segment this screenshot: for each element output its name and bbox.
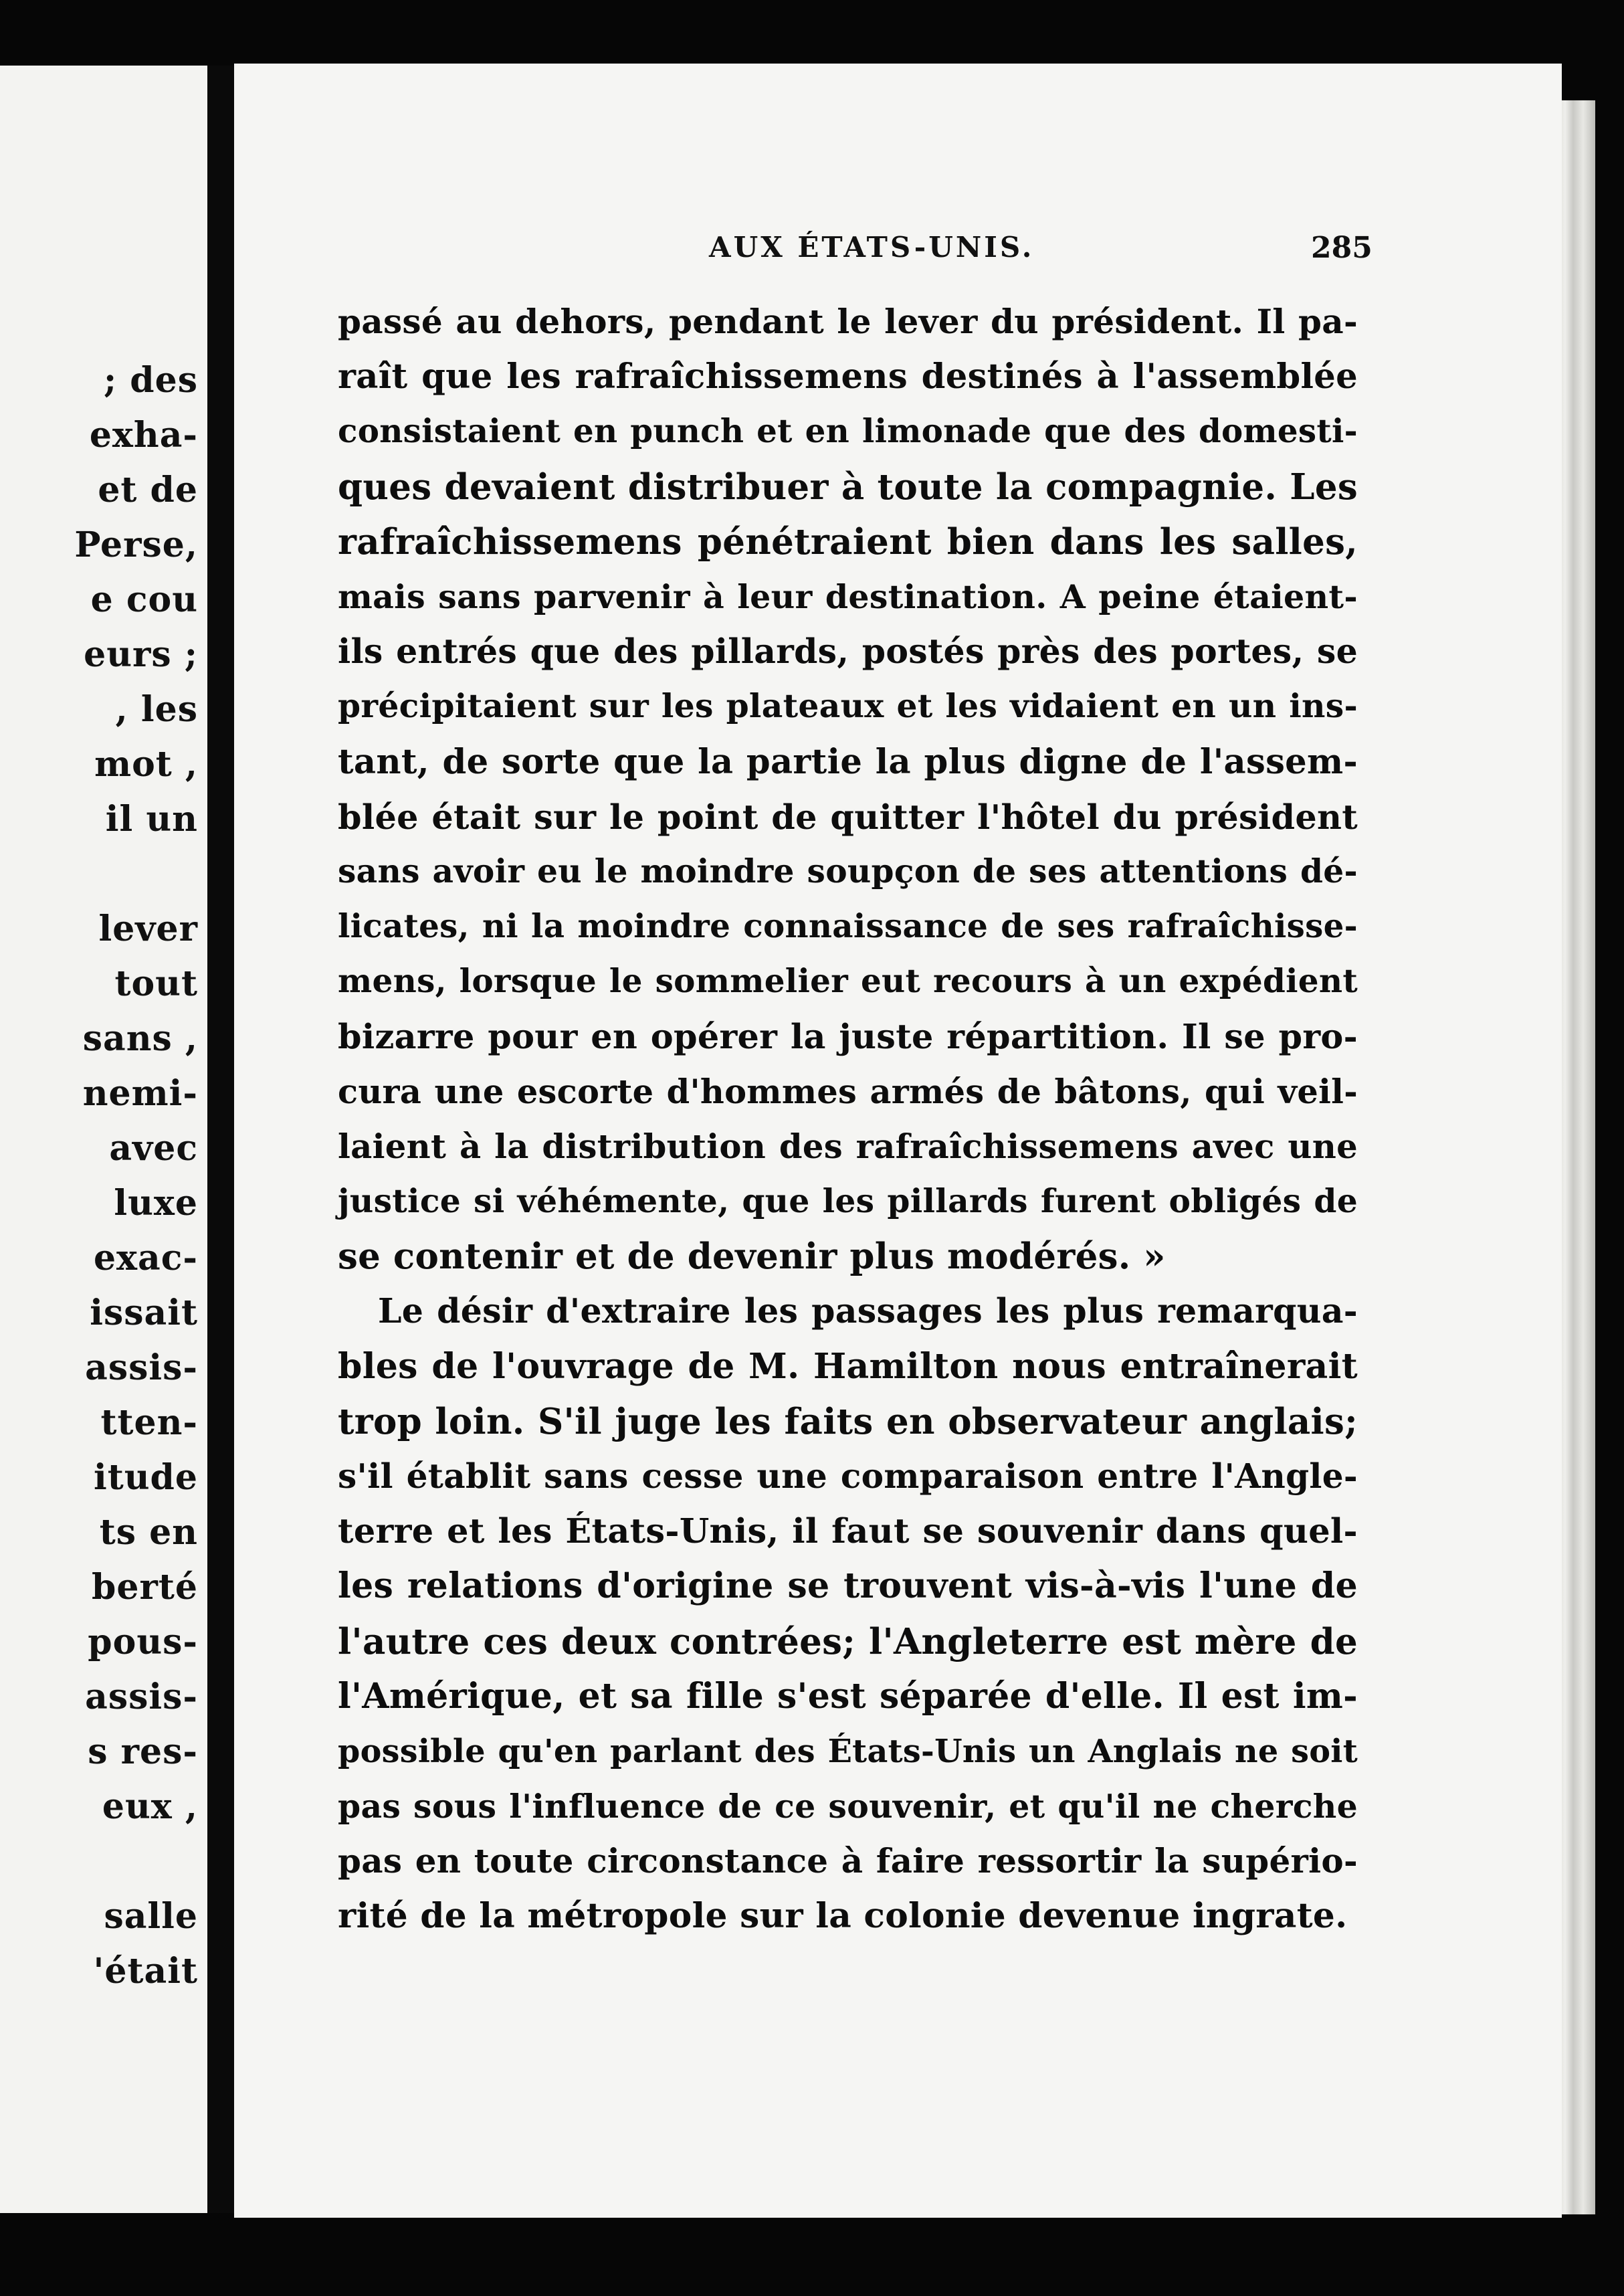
- previous-page-line: il un: [105, 799, 198, 840]
- text-line: bizarre pour en opérer la juste répartition. Il se pro-: [338, 1016, 1358, 1057]
- previous-page-line: mot ,: [94, 744, 198, 785]
- previous-page-line: assis-: [85, 1347, 198, 1388]
- text-line: justice si véhémente, que les pillards furent obligés de: [338, 1182, 1358, 1220]
- text-line: pas en toute circonstance à faire ressortir la supério-: [338, 1841, 1358, 1881]
- text-line: rité de la métropole sur la colonie devenue ingrate.: [338, 1895, 1348, 1937]
- text-line: bles de l'ouvrage de M. Hamilton nous entraînerait: [338, 1345, 1358, 1387]
- previous-page-line: luxe: [114, 1183, 198, 1224]
- text-line: consistaient en punch et en limonade que des domesti-: [338, 413, 1358, 451]
- running-head: [234, 231, 1562, 278]
- running-head-title: AUX ÉTATS-UNIS.: [709, 231, 1035, 264]
- previous-page-line: sans ,: [82, 1018, 198, 1059]
- text-line: raît que les rafraîchissemens destinés à l'assemblée: [338, 357, 1358, 397]
- text-line: laient à la distribution des rafraîchissemens avec une: [338, 1126, 1358, 1166]
- text-line: mais sans parvenir à leur destination. A peine étaient-: [338, 577, 1358, 616]
- text-line: sans avoir eu le moindre soupçon de ses attentions dé-: [338, 852, 1358, 890]
- text-line: mens, lorsque le sommelier eut recours à un expédient: [338, 963, 1358, 1001]
- text-line: passé au dehors, pendant le lever du président. Il pa-: [338, 302, 1358, 341]
- text-line: ques devaient distribuer à toute la compagnie. Les: [338, 466, 1358, 508]
- text-line: tant, de sorte que la partie la plus digne de l'assem-: [338, 741, 1358, 782]
- previous-page-line: avec: [109, 1128, 198, 1169]
- previous-page-line: nemi-: [82, 1073, 198, 1114]
- text-line: se contenir et de devenir plus modérés. »: [338, 1236, 1166, 1278]
- text-line: les relations d'origine se trouvent vis-à-vis l'une de: [338, 1565, 1358, 1607]
- previous-page-line: et de: [98, 470, 198, 510]
- previous-page-line: [0, 847, 207, 902]
- text-line: ils entrés que des pillards, postés près des portes, se: [338, 632, 1358, 672]
- previous-page-line: exac-: [93, 1238, 198, 1278]
- previous-page-line: Perse,: [74, 524, 198, 565]
- text-line: licates, ni la moindre connaissance de ses rafraîchisse-: [338, 908, 1358, 946]
- previous-page-line: ts en: [99, 1512, 198, 1553]
- text-line: cura une escorte d'hommes armés de bâtons, qui veil-: [338, 1072, 1358, 1111]
- previous-page-line: tten-: [100, 1402, 198, 1443]
- previous-page-line: salle: [104, 1896, 198, 1937]
- previous-page-line: eux ,: [102, 1786, 198, 1827]
- previous-page-line: exha-: [89, 415, 198, 456]
- previous-page-text: [0, 353, 207, 1999]
- previous-page-line: pous-: [88, 1622, 198, 1662]
- text-line: précipitaient sur les plateaux et les vidaient en un ins-: [338, 687, 1358, 726]
- book-gutter: [207, 66, 234, 2213]
- previous-page-line: lever: [98, 908, 198, 949]
- previous-page-line: 'était: [93, 1951, 198, 1992]
- text-line: Le désir d'extraire les passages les plus remarqua-: [378, 1291, 1358, 1331]
- text-line: trop loin. S'il juge les faits en observateur anglais;: [338, 1400, 1358, 1442]
- previous-page-line: [0, 1834, 207, 1889]
- previous-page-line: issait: [90, 1293, 198, 1333]
- text-line: pas sous l'influence de ce souvenir, et qu'il ne cherche: [338, 1787, 1358, 1826]
- previous-page-line: tout: [114, 963, 198, 1004]
- text-line: terre et les États-Unis, il faut se souvenir dans quel-: [338, 1511, 1358, 1552]
- text-line: l'Amérique, et sa fille s'est séparée d'elle. Il est im-: [338, 1675, 1358, 1717]
- previous-page-line: berté: [92, 1567, 198, 1608]
- text-line: blée était sur le point de quitter l'hôtel du président: [338, 796, 1358, 837]
- text-line: l'autre ces deux contrées; l'Angleterre est mère de: [338, 1620, 1358, 1662]
- text-line: rafraîchissemens pénétraient bien dans les salles,: [338, 520, 1358, 563]
- previous-page-line: ; des: [103, 360, 198, 401]
- previous-page-line: assis-: [85, 1677, 198, 1717]
- previous-page-fragment: [0, 66, 207, 2213]
- body-text: [338, 294, 1358, 1944]
- previous-page-line: , les: [115, 689, 198, 730]
- previous-page-line: eurs ;: [84, 634, 198, 675]
- page-number: 285: [1311, 231, 1373, 265]
- previous-page-line: itude: [93, 1457, 198, 1498]
- previous-page-line: e cou: [90, 579, 198, 620]
- text-line: s'il établit sans cesse une comparaison entre l'Angle-: [338, 1456, 1358, 1496]
- previous-page-line: s res-: [88, 1731, 198, 1772]
- book-page: [234, 64, 1562, 2218]
- text-line: possible qu'en parlant des États-Unis un Anglais ne soit: [338, 1732, 1358, 1770]
